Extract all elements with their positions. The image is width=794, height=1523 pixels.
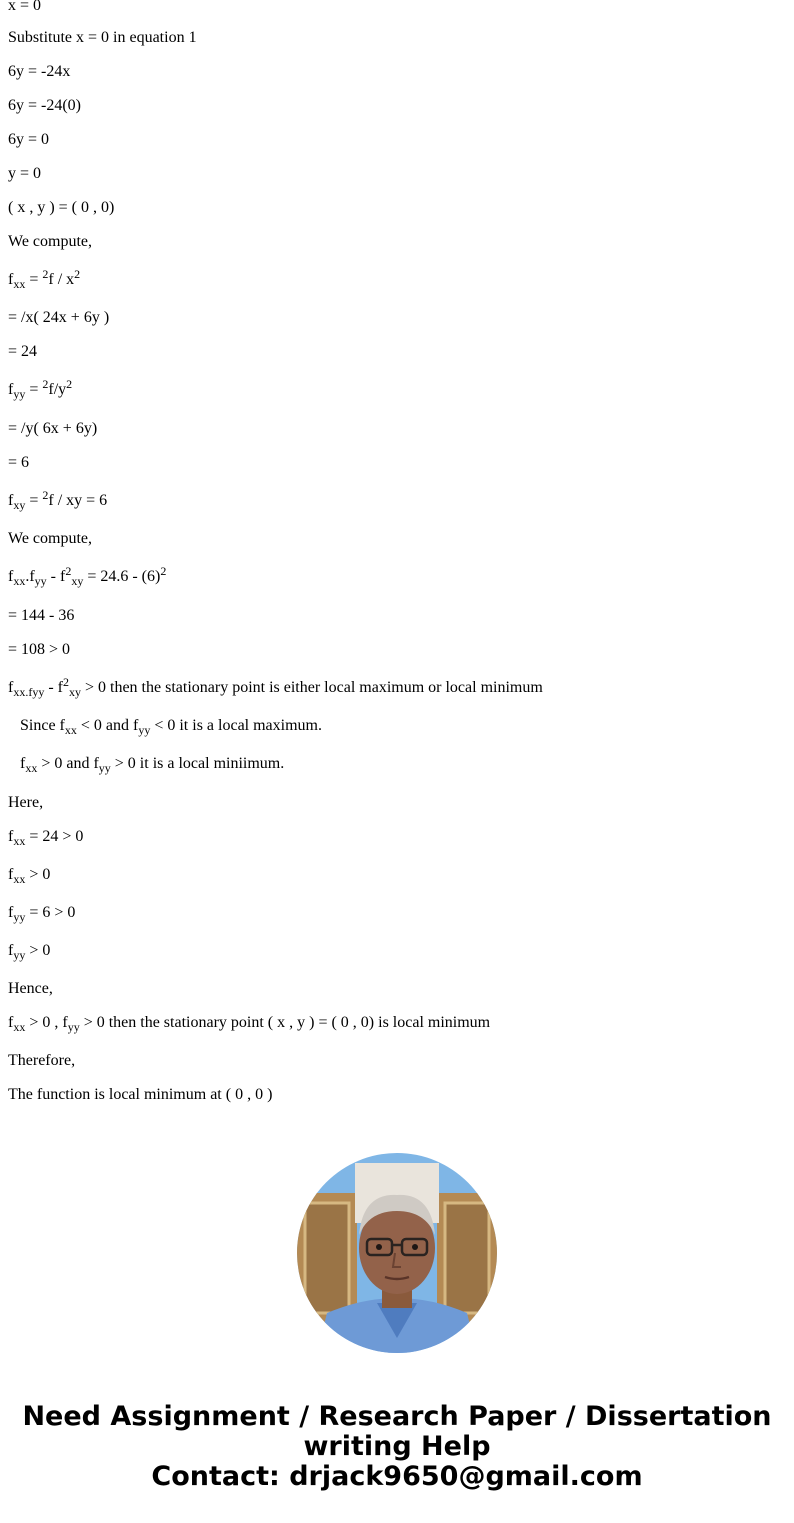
line-fyy-check: $f_{yy} = 6 > 0$ [8, 904, 76, 924]
line-we-compute-2: We compute, [8, 530, 93, 547]
line-conclusion: $f_{xx} > 0$ , $f_{yy} > 0$ then the stationary point ( x , y ) = ( 0 , 0) is local minimum [8, 1014, 491, 1034]
line-fyy-value: = 6 [8, 454, 30, 471]
line-hence: Hence, [8, 980, 53, 997]
line-fxx-value: = 24 [8, 343, 38, 360]
line-substitute: Substitute x = 0 in equation 1 [8, 29, 197, 46]
line-here: Here, [8, 794, 44, 811]
line-final-answer: The function is local minimum at ( 0 , 0 ) [8, 1086, 273, 1103]
line-fxx-definition: $f_{xx} = ^2f / x^2$ [8, 267, 81, 291]
line-max-rule: Since $f_{xx} < 0$ and $f_{yy} < 0$ it is a local maximum. [20, 717, 322, 737]
contact-email: Contact: drjack9650@gmail.com [151, 1461, 643, 1492]
line-determinant-rule: $f_{xx.fyy} - f^2_{xy} > 0$ then the stationary point is either local maximum or local minimum [8, 675, 543, 699]
line-fxx-positive: $f_{xx} > 0$ [8, 866, 51, 886]
promo-footer [0, 1402, 794, 1492]
line-determinant-result: = 108 > 0 [8, 641, 71, 658]
line-determinant-step: = 144 - 36 [8, 607, 75, 624]
line-y-equals-zero: y = 0 [8, 165, 42, 182]
line-fyy-derivative: = /y( 6x + 6y) [8, 420, 98, 437]
line-fyy-definition: $f_{yy} = ^2f/y^2$ [8, 377, 73, 401]
author-photo [297, 1153, 497, 1353]
line-equation-2: 6y = -24(0) [8, 97, 82, 114]
line-stationary-point: ( x , y ) = ( 0 , 0) [8, 199, 115, 216]
line-we-compute-1: We compute, [8, 233, 93, 250]
promo-line-1: Need Assignment / Research Paper / Dissertation [22, 1401, 772, 1432]
line-equation-1: 6y = -24x [8, 63, 71, 80]
line-therefore: Therefore, [8, 1052, 76, 1069]
promo-line-2: writing Help [303, 1431, 491, 1462]
line-min-rule: $f_{xx} > 0$ and $f_{yy} > 0$ it is a local miniimum. [20, 755, 285, 775]
line-fxx-check: $f_{xx} = 24 > 0$ [8, 828, 84, 848]
line-equation-3: 6y = 0 [8, 131, 50, 148]
line-fyy-positive: $f_{yy} > 0$ [8, 942, 51, 962]
line-fxx-derivative: = /x( 24x + 6y ) [8, 309, 110, 326]
line-hessian-determinant: $f_{xx}.f_{yy} - f^2_{xy} = 24.6 - (6)^2$ [8, 564, 167, 588]
line-x-equals-zero: x = 0 [8, 0, 42, 14]
line-fxy-definition: $f_{xy} = ^2f$ / xy = 6 [8, 488, 108, 512]
